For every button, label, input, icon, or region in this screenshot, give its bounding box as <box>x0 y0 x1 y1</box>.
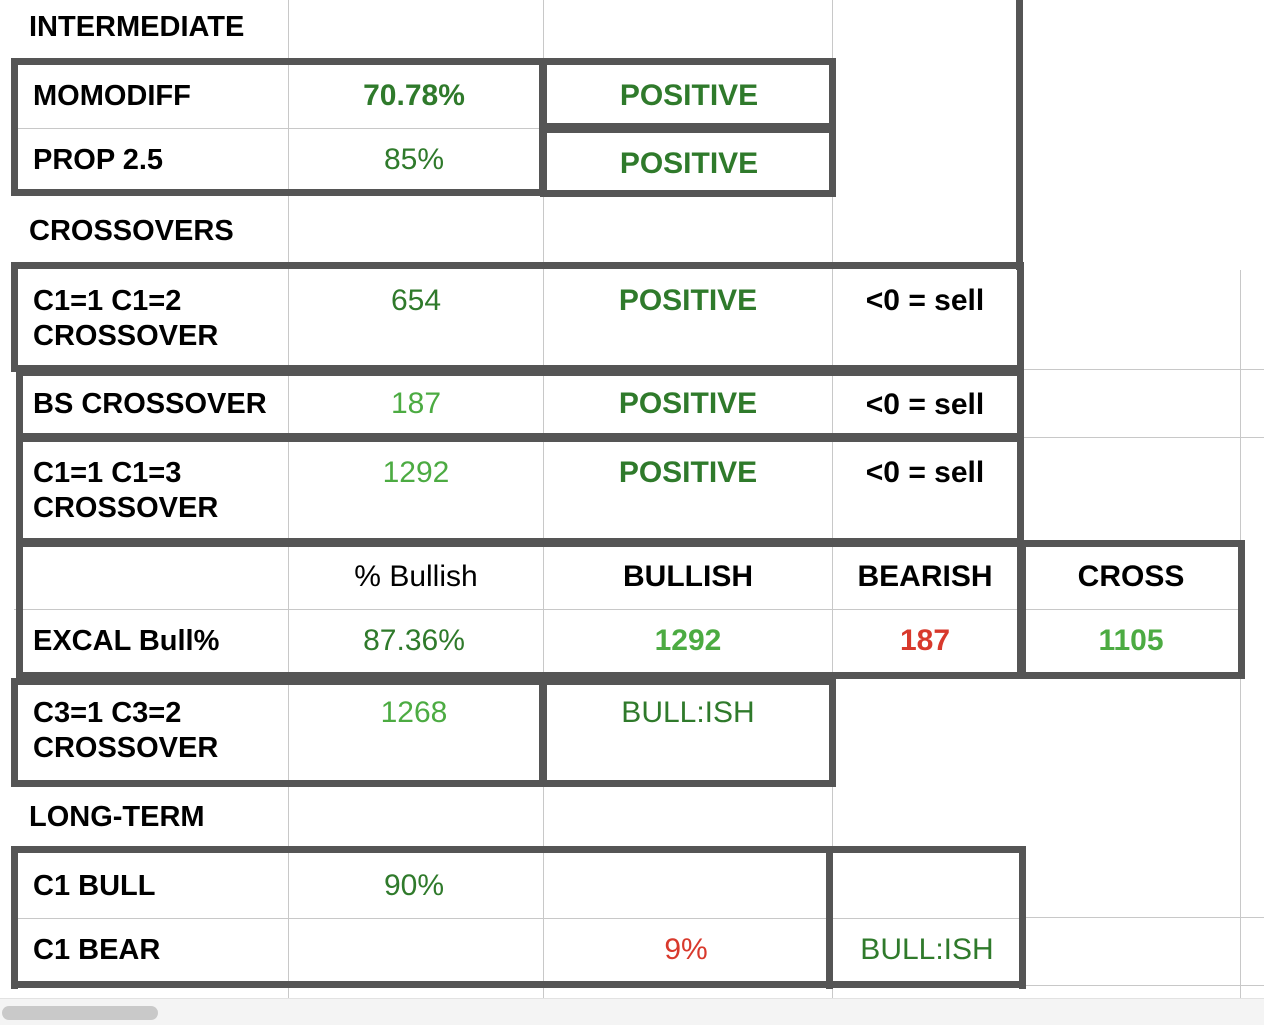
excal-bearish[interactable]: 187 <box>899 624 951 657</box>
c1-bull-label[interactable]: C1 BULL <box>33 870 156 902</box>
momodiff-label[interactable]: MOMODIFF <box>33 80 191 112</box>
c1-c2-value[interactable]: 654 <box>390 284 442 317</box>
c1-c2-label-line1[interactable]: C1=1 C1=2 <box>33 285 182 317</box>
c3-label-line1[interactable]: C3=1 C3=2 <box>33 697 182 729</box>
grid-line <box>1020 369 1264 370</box>
bs-value[interactable]: 187 <box>390 387 442 420</box>
pct-bullish-header[interactable]: % Bullish <box>354 560 478 593</box>
c1-c3-signal[interactable]: POSITIVE <box>618 456 758 489</box>
prop-value[interactable]: 85% <box>383 143 445 176</box>
horizontal-scrollbar[interactable] <box>0 998 1264 1025</box>
bs-signal[interactable]: POSITIVE <box>618 387 758 420</box>
prop-label[interactable]: PROP 2.5 <box>33 144 164 176</box>
c1-c2-note[interactable]: <0 = sell <box>865 284 985 317</box>
cell-border <box>1016 0 1023 270</box>
c3-value[interactable]: 1268 <box>380 696 448 729</box>
section-header-crossovers[interactable]: CROSSOVERS <box>29 215 234 247</box>
momodiff-value[interactable]: 70.78% <box>363 79 465 112</box>
c3-signal[interactable]: BULL:ISH <box>621 696 755 729</box>
c1-c2-signal[interactable]: POSITIVE <box>618 284 758 317</box>
excal-bullish[interactable]: 1292 <box>654 624 722 657</box>
bearish-header[interactable]: BEARISH <box>857 560 993 593</box>
section-header-long-term[interactable]: LONG-TERM <box>29 801 205 833</box>
c3-label-line2[interactable]: CROSSOVER <box>33 732 219 764</box>
momodiff-signal[interactable]: POSITIVE <box>619 79 759 112</box>
grid-line <box>1020 437 1264 438</box>
bs-note[interactable]: <0 = sell <box>865 388 985 421</box>
section-header-intermediate[interactable]: INTERMEDIATE <box>29 11 245 43</box>
c1-c3-label-line1[interactable]: C1=1 C1=3 <box>33 457 182 489</box>
c1-bear-signal[interactable]: BULL:ISH <box>860 933 994 966</box>
c1-bear-value[interactable]: 9% <box>664 933 708 966</box>
scrollbar-thumb[interactable] <box>2 1006 158 1020</box>
bullish-header[interactable]: BULLISH <box>623 560 753 593</box>
grid-line <box>1020 917 1264 918</box>
bs-label[interactable]: BS CROSSOVER <box>33 388 267 420</box>
c1-c3-label-line2[interactable]: CROSSOVER <box>33 492 219 524</box>
c1-c3-value[interactable]: 1292 <box>382 456 450 489</box>
grid-line <box>1020 985 1264 986</box>
excal-cross[interactable]: 1105 <box>1098 624 1164 657</box>
c1-c3-note[interactable]: <0 = sell <box>865 456 985 489</box>
cell-border <box>11 981 1026 988</box>
c1-bull-value[interactable]: 90% <box>383 869 445 902</box>
prop-signal[interactable]: POSITIVE <box>619 147 759 180</box>
c1-bear-label[interactable]: C1 BEAR <box>33 934 161 966</box>
cross-header[interactable]: CROSS <box>1077 560 1185 593</box>
excal-pct[interactable]: 87.36% <box>363 624 465 657</box>
c1-c2-label-line2[interactable]: CROSSOVER <box>33 320 219 352</box>
excal-label[interactable]: EXCAL Bull% <box>33 625 220 657</box>
